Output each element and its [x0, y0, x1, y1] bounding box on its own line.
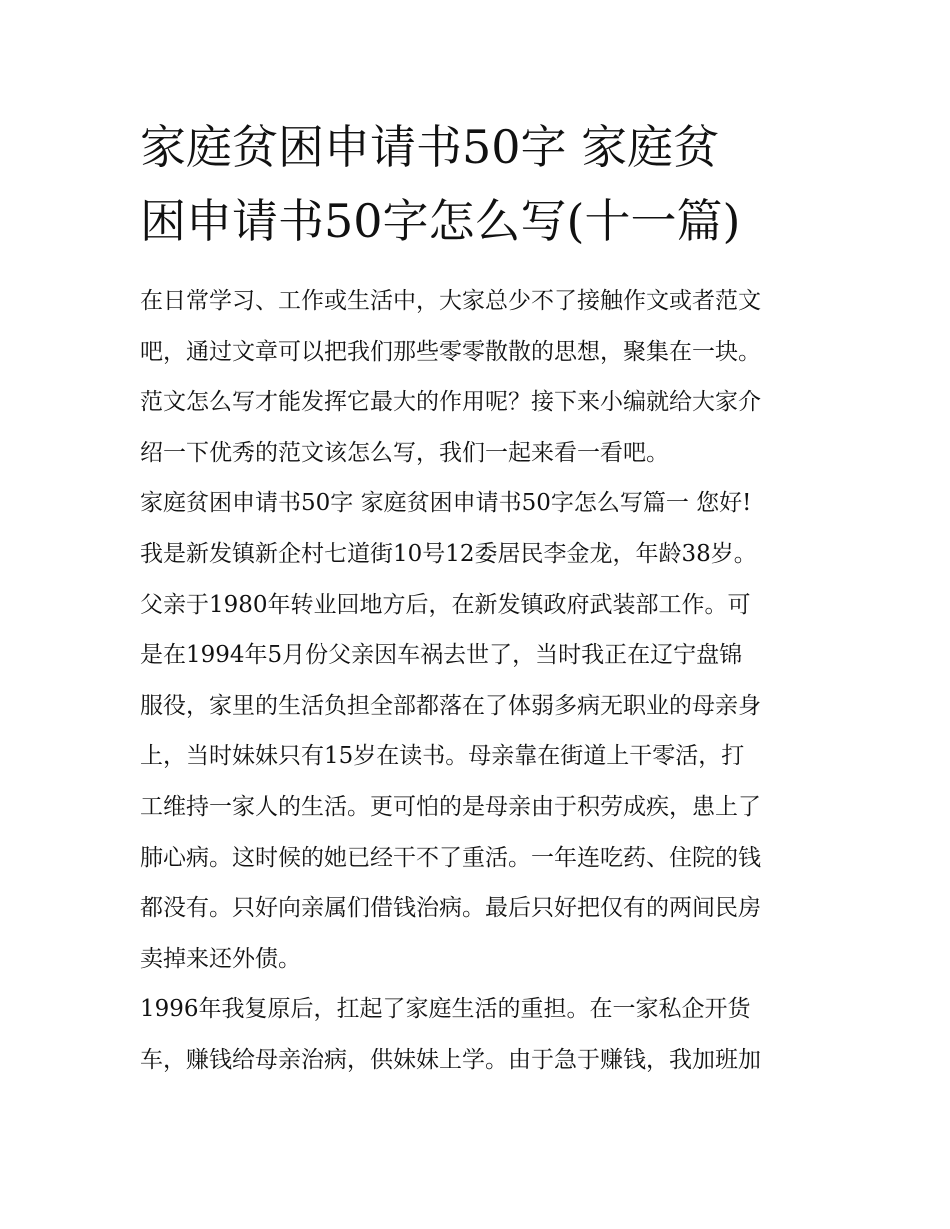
title-line: 困申请书50字怎么写(十一篇) [140, 194, 741, 248]
body-line: 肺心病。这时候的她已经干不了重活。一年连吃药、住院的钱 [140, 844, 761, 871]
body-line: 绍一下优秀的范文该怎么写，我们一起来看一看吧。 [140, 439, 669, 466]
title-line: 家庭贫困申请书50字 家庭贫 [140, 120, 720, 174]
document-title [140, 110, 820, 258]
body-line: 都没有。只好向亲属们借钱治病。最后只好把仅有的两间民房 [140, 895, 761, 922]
document-body [140, 276, 820, 1086]
body-line: 工维持一家人的生活。更可怕的是母亲由于积劳成疾，患上了 [140, 793, 761, 820]
body-line: 是在1994年5月份父亲因车祸去世了，当时我正在辽宁盘锦 [140, 642, 743, 669]
body-line: 我是新发镇新企村七道街10号12委居民李金龙，年龄38岁。 [140, 540, 757, 567]
body-line: 上，当时妹妹只有15岁在读书。母亲靠在街道上干零活，打 [140, 743, 745, 770]
body-line: 车，赚钱给母亲治病，供妹妹上学。由于急于赚钱，我加班加 [140, 1046, 761, 1073]
body-line: 服役，家里的生活负担全部都落在了体弱多病无职业的母亲身 [140, 692, 761, 719]
body-line: 家庭贫困申请书50字 家庭贫困申请书50字怎么写篇一 您好! [140, 490, 752, 517]
body-line: 在日常学习、工作或生活中，大家总少不了接触作文或者范文 [140, 288, 761, 314]
body-line: 卖掉来还外债。 [140, 945, 301, 972]
body-line: 1996年我复原后，扛起了家庭生活的重担。在一家私企开货 [140, 996, 751, 1023]
body-line: 范文怎么写才能发挥它最大的作用呢？接下来小编就给大家介 [140, 389, 761, 416]
body-line: 吧，通过文章可以把我们那些零零散散的思想，聚集在一块。 [140, 338, 761, 365]
body-line: 父亲于1980年转业回地方后，在新发镇政府武装部工作。可 [140, 591, 751, 618]
